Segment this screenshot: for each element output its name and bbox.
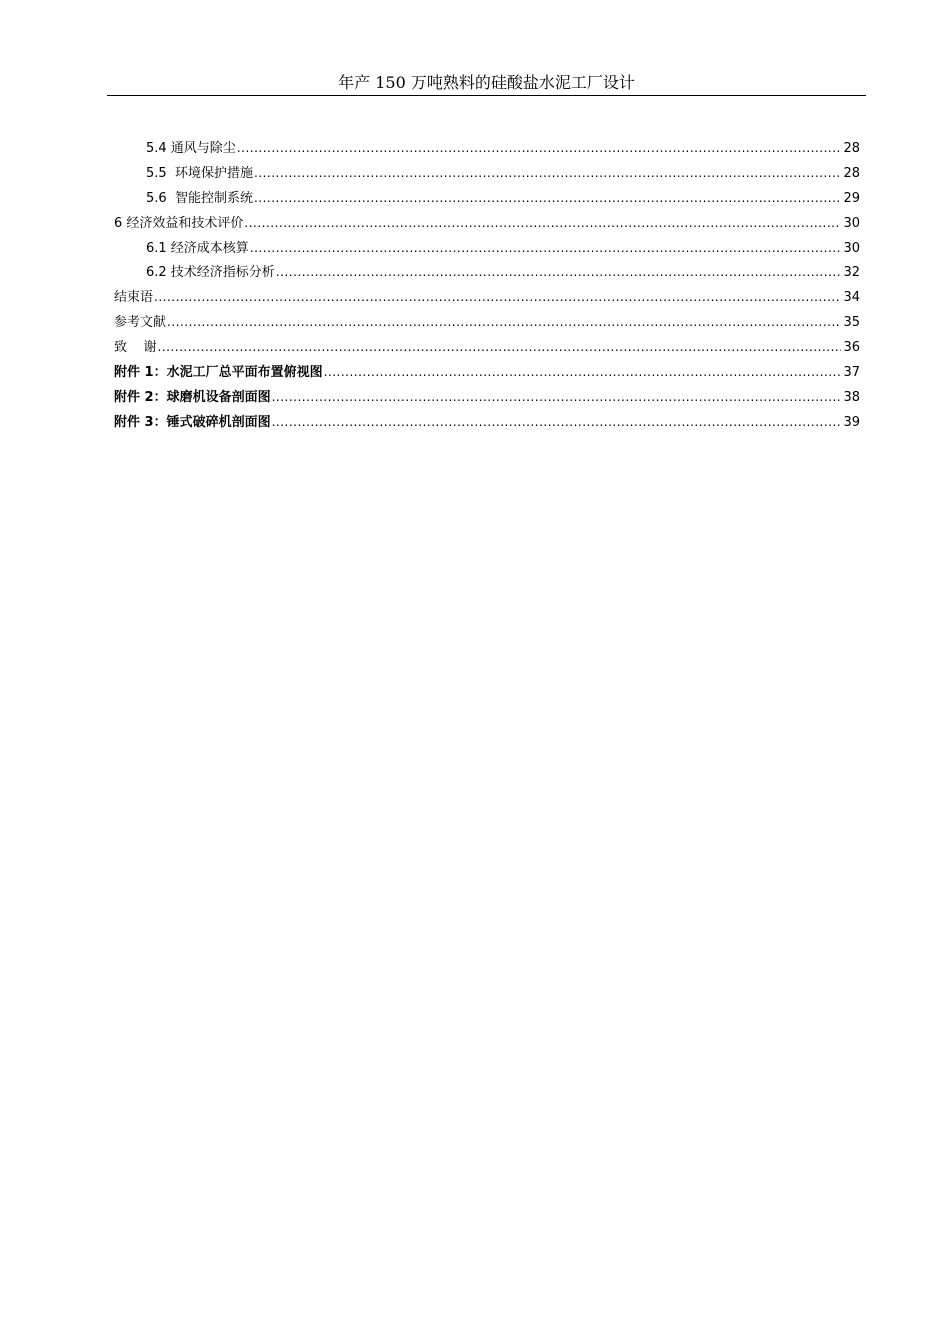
toc-entry[interactable]	[114, 361, 860, 386]
toc-dot-leader	[254, 187, 842, 209]
toc-entry-title: 6 经济效益和技术评价	[114, 215, 244, 231]
toc-entry[interactable]	[114, 237, 860, 262]
toc-dot-leader	[158, 336, 842, 358]
toc-entry-page: 28	[843, 165, 860, 181]
toc-entry-title: 结束语	[114, 290, 154, 306]
document-title: 年产 150 万吨熟料的硅酸盐水泥工厂设计	[338, 73, 635, 92]
toc-entry[interactable]	[114, 187, 860, 212]
toc-entry-title: 6.1 经济成本核算	[146, 240, 249, 256]
toc-entry-page: 30	[843, 215, 860, 231]
table-of-contents	[114, 137, 860, 436]
toc-dot-leader	[167, 311, 841, 333]
toc-entry-page: 39	[843, 414, 860, 430]
toc-dot-leader	[272, 411, 842, 433]
toc-entry-title: 5.4 通风与除尘	[146, 141, 236, 156]
toc-entry-title: 参考文献	[114, 315, 167, 331]
toc-entry-page: 37	[843, 365, 860, 381]
toc-entry-title: 附件 1：水泥工厂总平面布置俯视图	[114, 365, 323, 381]
toc-entry-page: 36	[843, 340, 860, 356]
toc-entry-page: 30	[843, 240, 860, 256]
toc-entry-title: 致 谢	[114, 340, 157, 356]
toc-entry-title: 5.5 环境保护措施	[146, 165, 253, 181]
toc-entry[interactable]	[114, 411, 860, 436]
toc-entry[interactable]	[114, 386, 860, 411]
toc-dot-leader	[254, 162, 842, 184]
toc-entry-title: 6.2 技术经济指标分析	[146, 265, 275, 281]
toc-dot-leader	[250, 237, 842, 259]
toc-entry-page: 29	[843, 190, 860, 206]
toc-entry-page: 34	[843, 290, 860, 306]
toc-entry-title: 附件 3：锤式破碎机剖面图	[114, 414, 271, 430]
toc-dot-leader	[272, 386, 842, 408]
toc-entry[interactable]	[114, 336, 860, 361]
toc-dot-leader	[154, 286, 841, 308]
toc-entry[interactable]	[114, 261, 860, 286]
toc-dot-leader	[276, 261, 842, 283]
toc-dot-leader	[324, 361, 842, 383]
page-header	[107, 71, 866, 96]
toc-entry-page: 32	[843, 265, 860, 281]
toc-dot-leader	[237, 137, 842, 159]
toc-entry-page: 28	[843, 141, 860, 156]
toc-entry[interactable]	[114, 311, 860, 336]
toc-entry-page: 38	[843, 389, 860, 405]
toc-entry-page: 35	[843, 315, 860, 331]
toc-entry[interactable]	[114, 286, 860, 311]
toc-entry[interactable]	[114, 212, 860, 237]
toc-entry-title: 附件 2：球磨机设备剖面图	[114, 389, 271, 405]
toc-entry[interactable]	[114, 162, 860, 187]
toc-entry[interactable]	[114, 137, 860, 162]
toc-entry-title: 5.6 智能控制系统	[146, 190, 253, 206]
toc-dot-leader	[244, 212, 841, 234]
